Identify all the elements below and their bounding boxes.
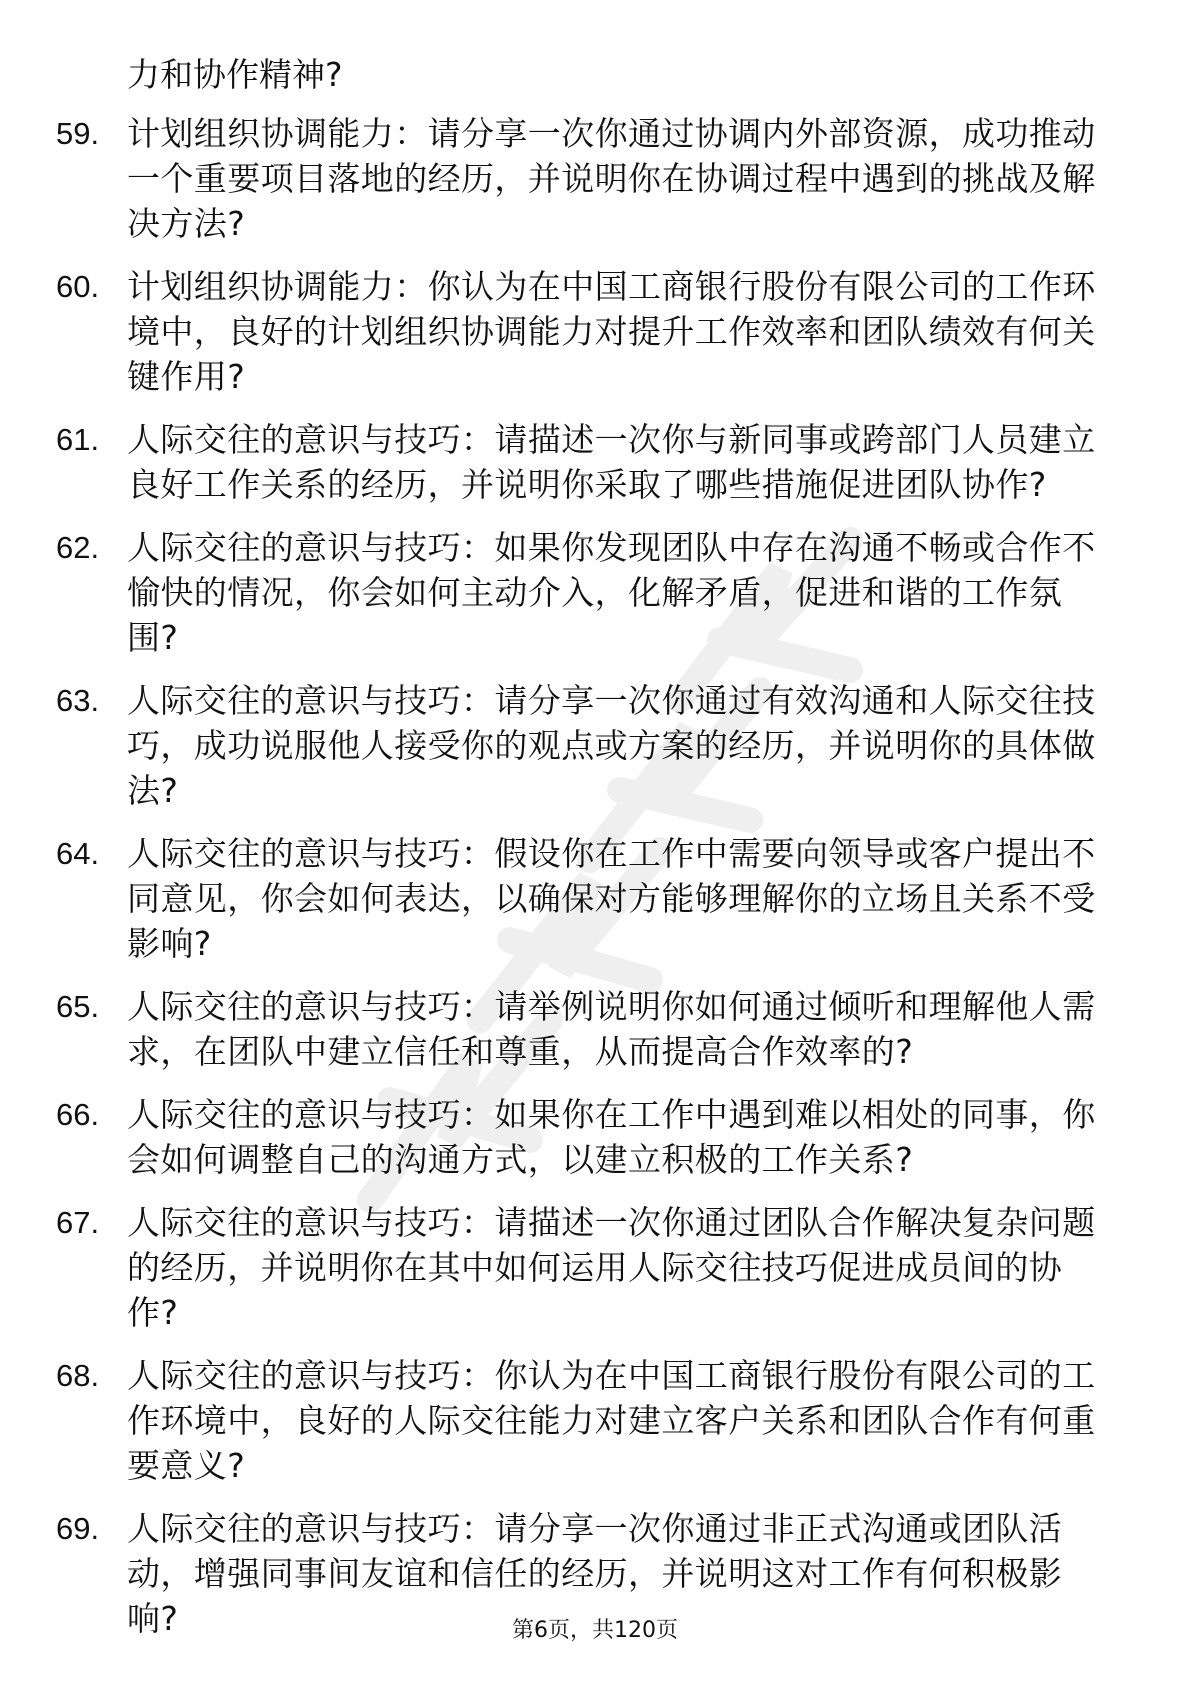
question-item xyxy=(0,1353,1190,1488)
question-item xyxy=(0,525,1190,660)
question-text: 人际交往的意识与技巧：请分享一次你通过非正式沟通或团队活动，增强同事间友谊和信任的经历，并说明这对工作有何积极影响? xyxy=(127,1509,1063,1638)
question-number: 62. xyxy=(56,530,100,565)
question-number: 66. xyxy=(56,1097,100,1132)
question-text: 计划组织协调能力：请分享一次你通过协调内外部资源，成功推动一个重要项目落地的经历，并说明你在协调过程中遇到的挑战及解决方法? xyxy=(127,114,1096,243)
question-text: 人际交往的意识与技巧：你认为在中国工商银行股份有限公司的工作环境中，良好的人际交往能力对建立客户关系和团队合作有何重要意义? xyxy=(127,1356,1096,1485)
previous-question-continuation: 力和协作精神? xyxy=(127,55,343,94)
question-number: 60. xyxy=(56,269,100,304)
question-number: 64. xyxy=(56,836,100,871)
question-item xyxy=(0,678,1190,813)
question-text: 人际交往的意识与技巧：请描述一次你与新同事或跨部门人员建立良好工作关系的经历，并说明你采取了哪些措施促进团队协作? xyxy=(127,420,1096,504)
question-text: 人际交往的意识与技巧：请分享一次你通过有效沟通和人际交往技巧，成功说服他人接受你的观点或方案的经历，并说明你的具体做法? xyxy=(127,681,1096,810)
page-footer: 第6页，共120页 xyxy=(512,1618,678,1643)
question-item xyxy=(0,1092,1190,1182)
question-number: 68. xyxy=(56,1358,100,1393)
question-number: 67. xyxy=(56,1205,100,1240)
question-item xyxy=(0,831,1190,966)
question-item xyxy=(0,111,1190,246)
question-text: 人际交往的意识与技巧：假设你在工作中需要向领导或客户提出不同意见，你会如何表达，以确保对方能够理解你的立场且关系不受影响? xyxy=(127,834,1096,963)
question-number: 61. xyxy=(56,422,100,457)
question-list xyxy=(0,111,1190,1659)
question-item xyxy=(0,984,1190,1074)
question-text: 人际交往的意识与技巧：如果你发现团队中存在沟通不畅或合作不愉快的情况，你会如何主动介入，化解矛盾，促进和谐的工作氛围? xyxy=(127,528,1096,657)
question-number: 69. xyxy=(56,1511,100,1546)
question-number: 63. xyxy=(56,683,100,718)
question-text: 计划组织协调能力：你认为在中国工商银行股份有限公司的工作环境中，良好的计划组织协调能力对提升工作效率和团队绩效有何关键作用? xyxy=(127,267,1096,396)
question-number: 65. xyxy=(56,989,100,1024)
question-item xyxy=(0,1200,1190,1335)
question-item xyxy=(0,417,1190,507)
question-item xyxy=(0,264,1190,399)
question-number: 59. xyxy=(56,116,100,151)
question-text: 人际交往的意识与技巧：请举例说明你如何通过倾听和理解他人需求，在团队中建立信任和尊重，从而提高合作效率的? xyxy=(127,987,1096,1071)
question-text: 人际交往的意识与技巧：如果你在工作中遇到难以相处的同事，你会如何调整自己的沟通方式，以建立积极的工作关系? xyxy=(127,1095,1096,1179)
question-text: 人际交往的意识与技巧：请描述一次你通过团队合作解决复杂问题的经历，并说明你在其中如何运用人际交往技巧促进成员间的协作? xyxy=(127,1203,1096,1332)
